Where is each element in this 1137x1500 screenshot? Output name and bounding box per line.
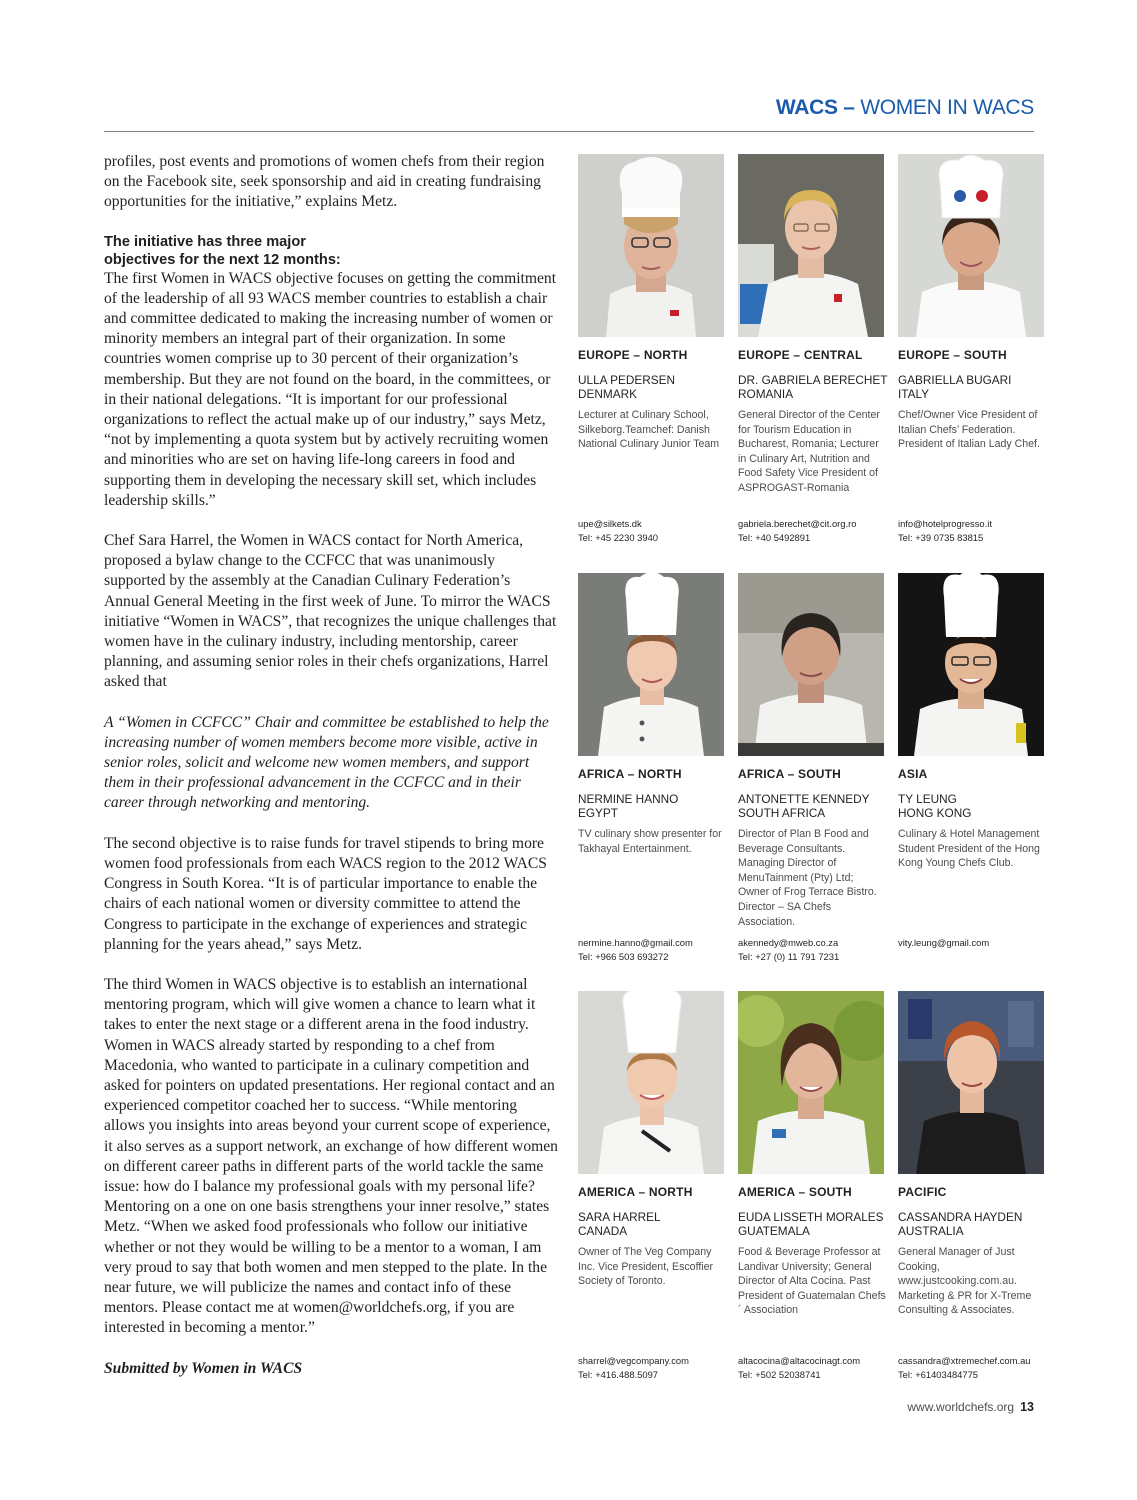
- page-footer: [840, 1400, 1034, 1414]
- chef-contact: [898, 1354, 1031, 1381]
- chef-description: General Director of the Center for Tourism Education in Bucharest, Romania; Lecturer in Culinary Art, Nutrition and Food Safety Vice President of ASPROGAST-Romania: [738, 409, 880, 494]
- chef-contact: [898, 517, 992, 544]
- chef-name-country: [738, 373, 887, 401]
- article-intro: profiles, post events and promotions of women chefs from their region on the Facebook site, seek sponsorship and aid in creating fundraising opportunities for the initiative,” explains Metz.: [104, 153, 545, 211]
- section-title-light: WOMEN IN WACS: [860, 96, 1034, 119]
- chef-description: Food & Beverage Professor at Landivar University; General Director of Alta Cocina. Past President of Guatemalan Chefs´ Association: [738, 1246, 886, 1317]
- chef-photo: [898, 991, 1044, 1174]
- section-title-bold: WACS –: [775, 96, 855, 119]
- article-quote-italic: A “Women in CCFCC” Chair and committee be established to help the increasing number of women members become more visible, active in senior roles, solicit and welcome new women members, and support them in their professional advancement in the CCFCC and in their career through networking and mentoring.: [104, 713, 549, 812]
- chef-country: ITALY: [898, 387, 930, 401]
- chef-contact: [898, 936, 989, 950]
- region-label: EUROPE – CENTRAL: [738, 348, 863, 362]
- header-rule: [104, 131, 1034, 132]
- chef-contact: [578, 936, 693, 963]
- chef-name: SARA HARREL: [578, 1210, 661, 1224]
- chef-country: HONG KONG: [898, 806, 972, 820]
- region-label: AMERICA – NORTH: [578, 1185, 693, 1199]
- page-number: 13: [1020, 1400, 1034, 1414]
- chef-country: SOUTH AFRICA: [738, 806, 826, 820]
- region-label: AFRICA – NORTH: [578, 767, 682, 781]
- chef-country: ROMANIA: [738, 387, 794, 401]
- chef-name: EUDA LISSETH MORALES: [738, 1210, 884, 1224]
- chef-name: GABRIELLA BUGARI: [898, 373, 1012, 387]
- chef-phone: Tel: +39 0735 83815: [898, 531, 984, 543]
- region-label: AMERICA – SOUTH: [738, 1185, 852, 1199]
- chef-phone: Tel: +27 (0) 11 791 7231: [738, 950, 840, 962]
- chef-email[interactable]: nermine.hanno@gmail.com: [578, 937, 693, 948]
- chef-photo: [578, 991, 724, 1174]
- chef-email[interactable]: akennedy@mweb.co.za: [738, 937, 839, 948]
- chef-description: Owner of The Veg Company Inc. Vice President, Escoffier Society of Toronto.: [578, 1246, 714, 1288]
- chef-country: DENMARK: [578, 387, 637, 401]
- chef-name-country: [898, 373, 1011, 401]
- chef-photo: [578, 573, 724, 756]
- chef-description: Culinary & Hotel Management Student President of the Hong Kong Young Chefs Club.: [898, 828, 1040, 870]
- chef-email[interactable]: altacocina@altacocinagt.com: [738, 1355, 861, 1366]
- chef-name-country: [738, 1210, 884, 1238]
- article-paragraph-5: The third Women in WACS objective is to establish an international mentoring program, which will give women a chance to learn what it takes to enter the next stage or a different arena in the food industry. Women in WACS already started by responding to a chef from Macedonia, who wanted to participate in a culinary competition and asked for pointers on updated presentations. Her regional contact and an experienced competitor coached her to success. “While mentoring allows you insights into areas beyond your current scope of experience, it also serves as a support network, an exchange of how different women on different career paths in different parts of the world tackle the same issue: how do I balance my professional goals with my personal life? Mentoring on a one on one basis strengthens your inner resolve,” states Metz. “When we asked food professionals who follow our initiative whether or not they would be willing to be a mentor to a woman, I am very proud to say that both women and men stepped to the plate. In the near future, we will publicize the names and contact info of these mentors. Please contact me at women@worldchefs.org, if you are interested in becoming a mentor.”: [104, 975, 558, 1337]
- chef-photo: [738, 991, 884, 1174]
- chef-email[interactable]: upe@silkets.dk: [578, 518, 642, 529]
- chef-description: Director of Plan B Food and Beverage Consultants. Managing Director of MenuTainment (Pty) Ltd; Owner of Frog Terrace Bistro. Director – SA Chefs Association.: [738, 828, 877, 928]
- chef-name: ULLA PEDERSEN: [578, 373, 676, 387]
- chef-photo: [578, 154, 724, 337]
- chef-email[interactable]: gabriela.berechet@cit.org.ro: [738, 518, 857, 529]
- chef-country: GUATEMALA: [738, 1224, 810, 1238]
- chef-phone: Tel: +502 52038741: [738, 1368, 821, 1380]
- region-label: PACIFIC: [898, 1185, 947, 1199]
- chef-name: TY LEUNG: [898, 792, 957, 806]
- region-label: EUROPE – SOUTH: [898, 348, 1007, 362]
- footer-website[interactable]: www.worldchefs.org: [907, 1400, 1015, 1414]
- chef-phone: Tel: +45 2230 3940: [578, 531, 659, 543]
- chef-phone: Tel: +40 5492891: [738, 531, 811, 543]
- chef-photo: [738, 573, 884, 756]
- chef-country: AUSTRALIA: [898, 1224, 964, 1238]
- chef-name-country: [578, 1210, 661, 1238]
- chef-country: EGYPT: [578, 806, 618, 820]
- article-paragraph-2: Chef Sara Harrel, the Women in WACS contact for North America, proposed a bylaw change to the CCFCC that was unanimously supported by the assembly at the Canadian Culinary Federation’s Annual General Meeting in the first week of June. To mirror the WACS initiative “Women in WACS”, that recognizes the unique challenges that women have in the culinary industry, including mentorship, career planning, and assuming senior roles in their chefs organizations, Harrel asked that: [104, 532, 557, 691]
- chef-photo: [898, 154, 1044, 337]
- chef-description: Lecturer at Culinary School, Silkeborg.Teamchef: Danish National Culinary Junior Team: [578, 409, 720, 451]
- chef-email[interactable]: sharrel@vegcompany.com: [578, 1355, 689, 1366]
- chef-phone: Tel: +61403484775: [898, 1368, 979, 1380]
- chef-contact: [738, 517, 856, 544]
- chef-contact: [578, 1354, 689, 1381]
- section-header: [760, 96, 1034, 120]
- chef-name: DR. GABRIELA BERECHET: [738, 373, 888, 387]
- chef-name: ANTONETTE KENNEDY: [738, 792, 870, 806]
- chef-contact: [738, 936, 839, 963]
- article-signature: Submitted by Women in WACS: [104, 1359, 303, 1377]
- chef-contact: [738, 1354, 860, 1381]
- article-paragraph-1: The first Women in WACS objective focuses on getting the commitment of the leadership of all 93 WACS member countries to establish a chair and committee dedicated to making the increasing number of women or minority members an integral part of their organization. In some countries women comprise up to 30 percent of their organization’s membership. But they are not found on the board, in the committees, or in their national delegations. “It is important for our professional organizations to reflect the actual make up of our industry,” says Metz, “not by implementing a quota system but by actively recruiting women and minorities who are set on having life-long careers in food and supporting them in developing the necessary skill set, which includes leadership skills.”: [104, 269, 557, 509]
- article-subhead-line1: The initiative has three major: [104, 233, 306, 250]
- chef-description: General Manager of Just Cooking, www.justcooking.com.au. Marketing & PR for X-Treme Consulting & Associates.: [898, 1246, 1032, 1317]
- chef-phone: Tel: +416.488.5097: [578, 1368, 659, 1380]
- region-label: EUROPE – NORTH: [578, 348, 688, 362]
- chef-name-country: [578, 792, 678, 820]
- chef-name-country: [898, 792, 971, 820]
- chef-email[interactable]: info@hotelprogresso.it: [898, 518, 992, 529]
- region-label: ASIA: [898, 767, 928, 781]
- article-body: [104, 152, 559, 1399]
- chef-email[interactable]: cassandra@xtremechef.com.au: [898, 1355, 1031, 1366]
- chef-name: CASSANDRA HAYDEN: [898, 1210, 1023, 1224]
- chef-photo: [898, 573, 1044, 756]
- chef-phone: Tel: +966 503 693272: [578, 950, 669, 962]
- chef-description: TV culinary show presenter for Takhayal Entertainment.: [578, 828, 722, 855]
- chef-country: CANADA: [578, 1224, 628, 1238]
- chef-name: NERMINE HANNO: [578, 792, 679, 806]
- chef-email[interactable]: vity.leung@gmail.com: [898, 937, 990, 948]
- chef-name-country: [738, 792, 870, 820]
- region-label: AFRICA – SOUTH: [738, 767, 842, 781]
- chef-contact: [578, 517, 658, 544]
- chef-name-country: [578, 373, 675, 401]
- chef-description: Chef/Owner Vice President of Italian Chefs’ Federation. President of Italian Lady Chef.: [898, 409, 1040, 451]
- article-subhead-line2: objectives for the next 12 months:: [104, 251, 341, 268]
- chef-name-country: [898, 1210, 1022, 1238]
- article-paragraph-4: The second objective is to raise funds for travel stipends to bring more women food professionals from each WACS region to the 2012 WACS Congress in South Korea. “It is of particular importance to enable the chairs of each national women or diversity committee to attend the Congress to participate in the exchange of experiences and strategic planning for the years ahead,” says Metz.: [104, 834, 547, 953]
- chef-photo: [738, 154, 884, 337]
